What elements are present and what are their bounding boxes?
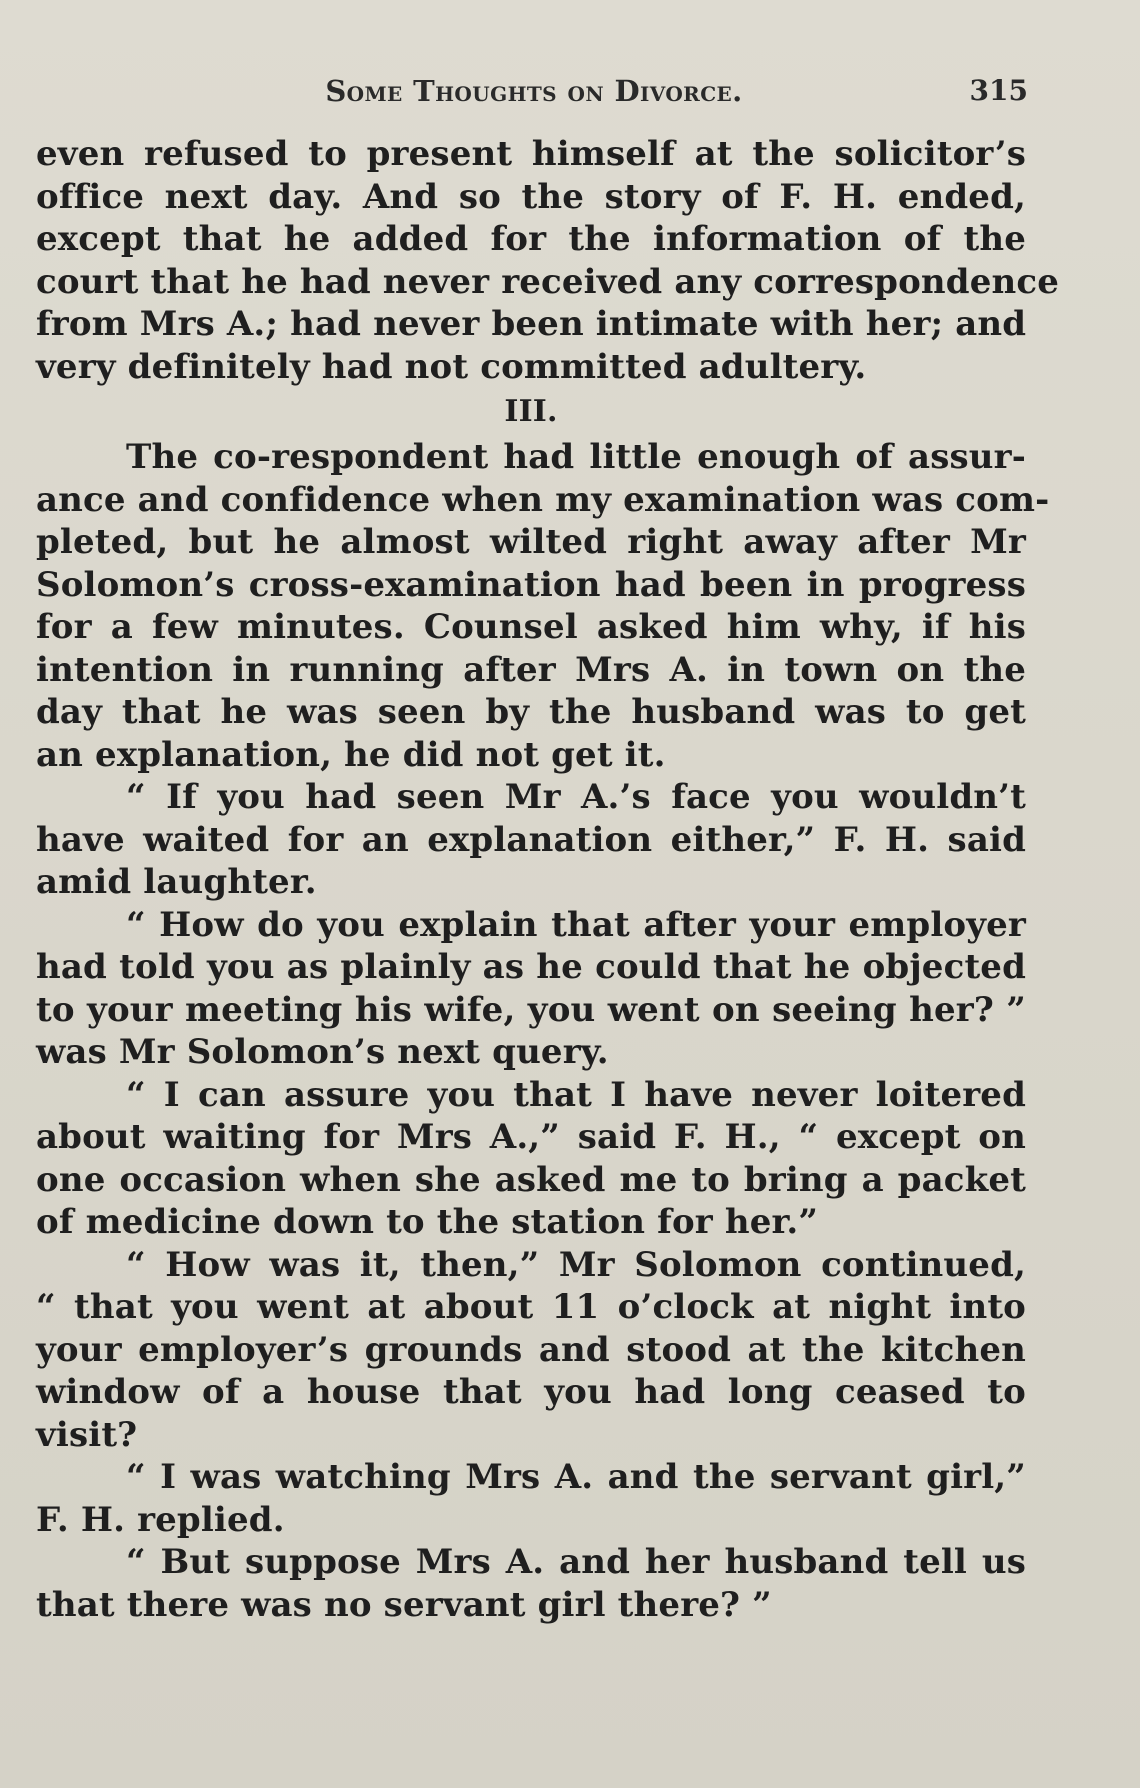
text-line: ance and confidence when my examination was com- xyxy=(36,479,1050,520)
text-line: even refused to present himself at the solicitor’s xyxy=(36,134,1026,174)
text-line: from Mrs A.; had never been intimate with her; and xyxy=(36,304,1027,344)
running-head xyxy=(40,74,1028,114)
text-line: one occasion when she asked me to bring a packet xyxy=(36,1159,1026,1200)
text-line: very definitely had not committed adultery. xyxy=(36,346,867,387)
text-line: have waited for an explanation either,” F. H. said xyxy=(36,819,1026,860)
text-line: visit? xyxy=(36,1414,138,1455)
text-line: had told you as plainly as he could that he objected xyxy=(36,947,1026,987)
text-line: “ How was it, then,” Mr Solomon continued, xyxy=(126,1244,1026,1285)
text-line: office next day. And so the story of F. H. ended, xyxy=(36,176,1026,217)
text-line: day that he was seen by the husband was to get xyxy=(36,692,1026,732)
running-title: Some Thoughts on Divorce. xyxy=(325,74,743,108)
text-line: “ If you had seen Mr A.’s face you wouldn’t xyxy=(126,777,1026,817)
text-line: “ that you went at about 11 o’clock at night into xyxy=(36,1287,1026,1327)
text-line: your employer’s grounds and stood at the kitchen xyxy=(36,1329,1026,1370)
text-line: court that he had never received any correspondence xyxy=(36,261,1059,302)
text-line: an explanation, he did not get it. xyxy=(36,734,666,775)
text-line: window of a house that you had long ceased to xyxy=(36,1372,1026,1412)
text-line: pleted, but he almost wilted right away after Mr xyxy=(36,522,1026,562)
page-number: 315 xyxy=(969,74,1028,107)
text-line: intention in running after Mrs A. in town on the xyxy=(36,649,1026,690)
text-line: “ I can assure you that I have never loitered xyxy=(126,1074,1026,1115)
text-line: “ I was watching Mrs A. and the servant girl,” xyxy=(126,1457,1026,1497)
text-line: “ How do you explain that after your employer xyxy=(126,904,1026,945)
text-line: except that he added for the information of the xyxy=(36,219,1026,259)
text-line: F. H. replied. xyxy=(36,1499,285,1540)
body-text xyxy=(36,133,1059,1626)
text-line: The co-respondent had little enough of assur- xyxy=(126,437,1026,477)
text-line: that there was no servant girl there? ” xyxy=(36,1584,772,1625)
section-heading: III. xyxy=(504,394,558,429)
text-line: of medicine down to the station for her.” xyxy=(36,1202,819,1242)
text-line: to your meeting his wife, you went on seeing her? ” xyxy=(36,989,1026,1030)
text-line: about waiting for Mrs A.,” said F. H., “ except on xyxy=(36,1117,1026,1157)
text-line: “ But suppose Mrs A. and her husband tell us xyxy=(126,1542,1026,1582)
text-line: Solomon’s cross-examination had been in progress xyxy=(36,564,1026,605)
text-line: amid laughter. xyxy=(36,862,317,902)
text-line: was Mr Solomon’s next query. xyxy=(36,1032,609,1072)
text-line: for a few minutes. Counsel asked him why, if his xyxy=(36,607,1026,647)
